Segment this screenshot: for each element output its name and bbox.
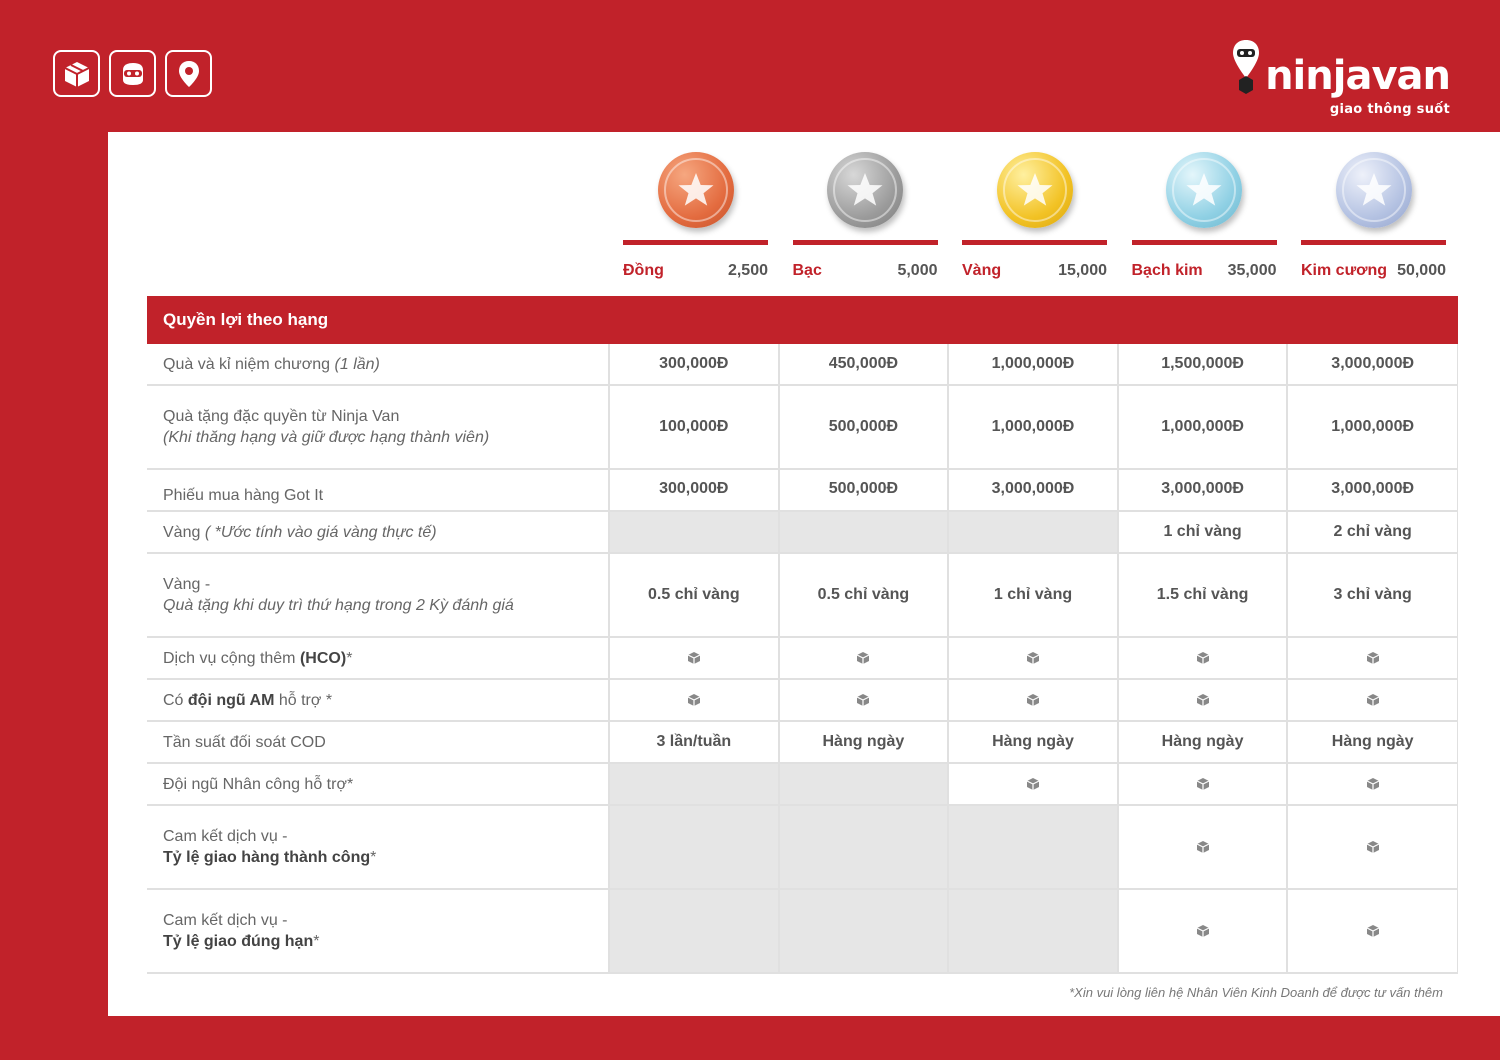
table-cell — [1288, 890, 1458, 972]
tier-points: 2,500 — [727, 262, 768, 279]
cube-check-icon — [1196, 924, 1210, 938]
table-row — [147, 344, 1458, 386]
table-cell — [1288, 722, 1458, 762]
table-cell — [949, 554, 1119, 636]
cell-value: 1,000,000Đ — [1161, 418, 1244, 435]
table-row — [147, 638, 1458, 680]
table-cell — [610, 554, 780, 636]
table-cell — [949, 344, 1119, 384]
row-label-line — [163, 406, 608, 427]
cell-value: 450,000Đ — [828, 355, 899, 372]
location-pin-icon[interactable] — [165, 50, 212, 97]
cell-value: Hàng ngày — [1161, 733, 1244, 750]
row-label — [147, 344, 610, 384]
row-label-line — [163, 648, 608, 669]
cell-value: 500,000Đ — [828, 418, 899, 435]
row-label — [147, 386, 610, 468]
table-cell — [1119, 638, 1289, 678]
row-label-label-em: ( *Ước tính vào giá vàng thực tế) — [204, 523, 437, 541]
cube-check-icon — [1366, 651, 1380, 665]
table-cell — [780, 470, 950, 510]
table-cell — [1288, 764, 1458, 804]
table-row — [147, 890, 1458, 974]
row-label — [147, 680, 610, 720]
row-label-label-em: (Khi thăng hạng và giữ được hạng thành viên) — [163, 429, 490, 446]
row-label-line — [163, 354, 608, 375]
cell-value: 1,000,000Đ — [991, 418, 1075, 435]
cell-value: 1.5 chỉ vàng — [1156, 586, 1249, 603]
ninja-face-icon[interactable] — [109, 50, 156, 97]
row-label-label-bold: (HCO) — [299, 649, 347, 667]
row-label-line — [163, 931, 608, 952]
table-cell — [780, 890, 950, 972]
cell-value: 3,000,000Đ — [1331, 355, 1415, 372]
row-label-label-tail: * — [313, 933, 320, 950]
row-label-label: Vàng - — [163, 576, 211, 593]
cell-value: 300,000Đ — [659, 480, 729, 497]
table-cell — [949, 470, 1119, 510]
table-row — [147, 680, 1458, 722]
table-row — [147, 470, 1458, 512]
row-label-label: Dịch vụ cộng thêm — [163, 649, 296, 667]
table-cell — [610, 890, 780, 972]
bronze-medal-icon — [658, 152, 734, 228]
cell-value: 0.5 chỉ vàng — [817, 586, 910, 603]
tier-points: 50,000 — [1397, 262, 1446, 279]
cube-check-icon — [1196, 693, 1210, 707]
brand-name-van: van — [1371, 53, 1450, 99]
tier-divider — [623, 240, 768, 245]
cell-value: 3,000,000Đ — [1331, 480, 1415, 497]
tier-kim-cuong — [1301, 152, 1446, 280]
cube-check-icon — [1366, 840, 1380, 854]
table-cell — [610, 638, 780, 678]
table-cell — [1119, 680, 1289, 720]
table-body — [147, 344, 1458, 974]
tier-divider — [1301, 240, 1446, 245]
tier-name: Vàng — [962, 262, 1002, 279]
row-label — [147, 470, 610, 510]
table-cell — [610, 470, 780, 510]
tier-name: Đồng — [623, 262, 664, 279]
table-row — [147, 764, 1458, 806]
table-cell — [1119, 344, 1289, 384]
row-label-label: Quà và kỉ niệm chương — [163, 355, 331, 373]
cell-value: 1 chỉ vàng — [1163, 523, 1242, 540]
table-row — [147, 386, 1458, 470]
table-cell — [780, 722, 950, 762]
cell-value: 3 lần/tuần — [656, 733, 732, 750]
cube-check-icon — [1196, 777, 1210, 791]
row-label-label: Có — [163, 691, 184, 709]
table-cell — [949, 722, 1119, 762]
tier-points: 35,000 — [1227, 262, 1277, 279]
tier-divider — [1132, 240, 1277, 245]
cube-check-icon — [1196, 840, 1210, 854]
table-cell — [610, 512, 780, 552]
cell-value: Hàng ngày — [992, 733, 1074, 750]
tier-header — [623, 152, 1446, 280]
cube-check-icon — [687, 693, 701, 707]
diamond-medal-icon — [1336, 152, 1412, 228]
tier-dong — [623, 152, 768, 280]
table-cell — [1119, 554, 1289, 636]
cell-value: 1 chỉ vàng — [993, 586, 1073, 603]
table-cell — [1288, 512, 1458, 552]
table-cell — [610, 680, 780, 720]
cell-value: 3,000,000Đ — [1161, 480, 1244, 497]
table-cell — [1288, 554, 1458, 636]
cell-value: 2 chỉ vàng — [1333, 523, 1412, 540]
row-label-label-tail: hỗ trợ * — [278, 691, 333, 709]
table-header: Quyền lợi theo hạng — [147, 296, 1458, 344]
row-label-line — [163, 847, 608, 868]
row-label — [147, 764, 610, 804]
cell-value: 1,000,000Đ — [1331, 418, 1415, 435]
row-label-label: Đội ngũ Nhân công hỗ trợ* — [163, 775, 354, 793]
tier-divider — [962, 240, 1107, 245]
tier-bach-kim — [1132, 152, 1277, 280]
table-cell — [780, 764, 950, 804]
cube-check-icon — [687, 651, 701, 665]
platinum-medal-icon — [1166, 152, 1242, 228]
table-row — [147, 554, 1458, 638]
row-label-line — [163, 595, 608, 616]
tier-name: Kim cương — [1301, 262, 1388, 279]
table-cell — [949, 806, 1119, 888]
table-cell — [780, 806, 950, 888]
table-cell — [949, 638, 1119, 678]
table-cell — [1119, 386, 1289, 468]
table-cell — [1288, 470, 1458, 510]
row-label-line — [163, 732, 608, 753]
row-label-label-bold: Tỷ lệ giao hàng thành công — [163, 849, 371, 866]
brand-name-ninja: ninja — [1265, 53, 1372, 99]
row-label-line — [163, 427, 608, 448]
table-cell — [1119, 512, 1289, 552]
row-label — [147, 806, 610, 888]
cell-value: 3 chỉ vàng — [1333, 586, 1412, 603]
benefits-table — [147, 296, 1458, 974]
table-cell — [610, 386, 780, 468]
table-cell — [949, 680, 1119, 720]
table-cell — [949, 764, 1119, 804]
table-cell — [610, 344, 780, 384]
table-cell — [610, 722, 780, 762]
table-cell — [780, 386, 950, 468]
row-label-label: Phiếu mua hàng Got It — [163, 487, 324, 504]
row-label — [147, 554, 610, 636]
table-cell — [1119, 470, 1289, 510]
cube-check-icon — [1366, 693, 1380, 707]
table-cell — [780, 638, 950, 678]
row-label-label-tail: * — [370, 849, 377, 866]
row-label-line — [163, 690, 608, 711]
tier-name: Bạch kim — [1131, 262, 1203, 279]
ninja-pin-logo-icon — [1231, 38, 1261, 96]
cell-value: 500,000Đ — [828, 480, 899, 497]
row-label — [147, 512, 610, 552]
row-label-line — [163, 522, 608, 543]
silver-medal-icon — [827, 152, 903, 228]
row-label-label-em: (1 lần) — [334, 355, 380, 373]
tier-name: Bạc — [792, 262, 822, 279]
row-label-line — [163, 574, 608, 595]
table-cell — [780, 680, 950, 720]
row-label-line — [163, 910, 608, 931]
row-label-line — [163, 774, 608, 795]
table-cell — [610, 764, 780, 804]
table-cell — [1119, 890, 1289, 972]
footnote: *Xin vui lòng liên hệ Nhân Viên Kinh Doanh để được tư vấn thêm — [1069, 985, 1443, 1000]
gold-medal-icon — [997, 152, 1073, 228]
row-label-line — [163, 485, 608, 506]
cube-check-icon — [856, 651, 870, 665]
box-icon[interactable] — [53, 50, 100, 97]
top-icon-group — [53, 50, 212, 97]
cell-value: 0.5 chỉ vàng — [648, 586, 740, 603]
tier-divider — [793, 240, 938, 245]
tier-points: 15,000 — [1058, 262, 1107, 279]
table-cell — [610, 806, 780, 888]
table-row — [147, 806, 1458, 890]
row-label — [147, 638, 610, 678]
content-panel — [108, 132, 1500, 1016]
table-row — [147, 722, 1458, 764]
tier-points: 5,000 — [897, 262, 938, 279]
row-label-label: Tần suất đối soát COD — [163, 733, 326, 751]
cube-check-icon — [1366, 777, 1380, 791]
row-label-line — [163, 826, 608, 847]
row-label-label: Quà tặng đặc quyền từ Ninja Van — [163, 408, 400, 425]
cell-value: 300,000Đ — [659, 355, 729, 372]
row-label — [147, 890, 610, 972]
row-label-label: Vàng — [163, 523, 201, 541]
table-cell — [1288, 386, 1458, 468]
cube-check-icon — [1026, 693, 1040, 707]
cell-value: 1,000,000Đ — [991, 355, 1075, 372]
cell-value: 3,000,000Đ — [991, 480, 1075, 497]
cube-check-icon — [856, 693, 870, 707]
row-label-label: Cam kết dịch vụ - — [163, 912, 288, 929]
table-cell — [949, 386, 1119, 468]
table-cell — [949, 890, 1119, 972]
table-cell — [780, 512, 950, 552]
table-cell — [1119, 806, 1289, 888]
cell-value: Hàng ngày — [822, 733, 905, 750]
cell-value: 100,000Đ — [659, 418, 729, 435]
cell-value: 1,500,000Đ — [1161, 355, 1244, 372]
table-cell — [1119, 722, 1289, 762]
row-label-label-em: Quà tặng khi duy trì thứ hạng trong 2 Kỳ đánh giá — [163, 597, 514, 614]
row-label — [147, 722, 610, 762]
table-cell — [949, 512, 1119, 552]
tier-bac — [793, 152, 938, 280]
cube-check-icon — [1196, 651, 1210, 665]
table-cell — [1288, 638, 1458, 678]
table-cell — [1288, 680, 1458, 720]
row-label-label-tail: * — [346, 649, 353, 667]
table-cell — [780, 554, 950, 636]
table-cell — [1119, 764, 1289, 804]
cell-value: Hàng ngày — [1331, 733, 1414, 750]
row-label-label-bold: Tỷ lệ giao đúng hạn — [163, 933, 314, 950]
table-cell — [1288, 344, 1458, 384]
cube-check-icon — [1026, 651, 1040, 665]
cube-check-icon — [1026, 777, 1040, 791]
cube-check-icon — [1366, 924, 1380, 938]
brand-tagline: giao thông suốt — [1329, 102, 1450, 117]
brand-logo — [1231, 38, 1450, 117]
tier-vang — [962, 152, 1107, 280]
table-cell — [1288, 806, 1458, 888]
row-label-label-bold: đội ngũ AM — [187, 691, 275, 709]
table-cell — [780, 344, 950, 384]
table-row — [147, 512, 1458, 554]
row-label-label: Cam kết dịch vụ - — [163, 828, 288, 845]
